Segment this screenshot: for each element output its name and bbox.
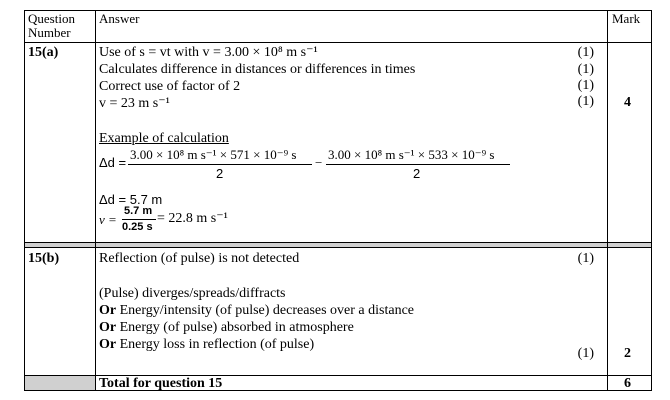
or-keyword: Or bbox=[99, 303, 117, 318]
answer-b-or-2 bbox=[99, 319, 354, 336]
header-bottom-line bbox=[24, 42, 652, 43]
v-label: v = bbox=[99, 212, 117, 227]
header-answer: Answer bbox=[99, 11, 140, 26]
mark-line-4: (1) bbox=[577, 94, 594, 109]
total-label: Total for question 15 bbox=[99, 376, 223, 391]
question-number-15b: 15(b) bbox=[28, 251, 60, 266]
total-mark-15a: 4 bbox=[624, 95, 631, 110]
or-keyword: Or bbox=[99, 320, 117, 335]
fraction-2-bar bbox=[326, 164, 510, 165]
mark-b-line-1: (1) bbox=[577, 251, 594, 266]
fraction-1-bar bbox=[128, 164, 312, 165]
total-mark: 6 bbox=[624, 376, 631, 391]
total-band-left bbox=[24, 375, 95, 390]
answer-line-2: Calculates difference in distances or differences in times bbox=[99, 62, 416, 77]
delta-d-result: Δd = 5.7 m bbox=[99, 192, 163, 207]
column-divider-2 bbox=[607, 10, 608, 391]
mark-b-last: (1) bbox=[577, 346, 594, 361]
delta-d-label: Δd = bbox=[99, 155, 127, 170]
mark-line-3: (1) bbox=[577, 78, 594, 93]
header-mark: Mark bbox=[612, 11, 641, 26]
answer-line-1: Use of s = vt with v = 3.00 × 10⁸ m s⁻¹ bbox=[99, 45, 318, 60]
or-text: Energy/intensity (of pulse) decreases over a distance bbox=[116, 303, 415, 318]
mark-line-2: (1) bbox=[577, 62, 594, 77]
answer-line-4: v = 23 m s⁻¹ bbox=[99, 96, 170, 111]
row-a-bottom-line bbox=[24, 242, 652, 243]
or-text: Energy (of pulse) absorbed in atmosphere bbox=[116, 320, 354, 335]
example-heading: Example of calculation bbox=[99, 131, 229, 146]
v-fraction-bar bbox=[122, 219, 156, 220]
fraction-2-numerator: 3.00 × 10⁸ m s⁻¹ × 533 × 10⁻⁹ s bbox=[328, 147, 495, 162]
answer-b-line-2: (Pulse) diverges/spreads/diffracts bbox=[99, 286, 286, 301]
v-fraction-numerator: 5.7 m bbox=[124, 205, 153, 217]
total-mark-15b: 2 bbox=[624, 346, 631, 361]
answer-b-or-3 bbox=[99, 336, 314, 353]
mark-line-1: (1) bbox=[577, 45, 594, 60]
answer-b-line-1: Reflection (of pulse) is not detected bbox=[99, 251, 300, 266]
answer-b-or-1 bbox=[99, 302, 414, 319]
header-question-number: Question Number bbox=[28, 11, 75, 40]
v-fraction-denominator: 0.25 s bbox=[122, 221, 153, 233]
row-b-top-line bbox=[24, 247, 652, 248]
column-divider-1 bbox=[95, 10, 96, 391]
or-keyword: Or bbox=[99, 337, 117, 352]
fraction-1-numerator: 3.00 × 10⁸ m s⁻¹ × 571 × 10⁻⁹ s bbox=[130, 147, 297, 162]
answer-line-3: Correct use of factor of 2 bbox=[99, 79, 241, 94]
fraction-2-denominator: 2 bbox=[413, 166, 421, 181]
fraction-1-denominator: 2 bbox=[216, 166, 224, 181]
or-text: Energy loss in reflection (of pulse) bbox=[116, 337, 315, 352]
minus-sign: − bbox=[315, 155, 323, 170]
table-border-left bbox=[24, 10, 25, 391]
question-number-15a: 15(a) bbox=[28, 45, 59, 60]
table-border-right bbox=[651, 10, 652, 391]
v-result: = 22.8 m s⁻¹ bbox=[157, 211, 228, 226]
